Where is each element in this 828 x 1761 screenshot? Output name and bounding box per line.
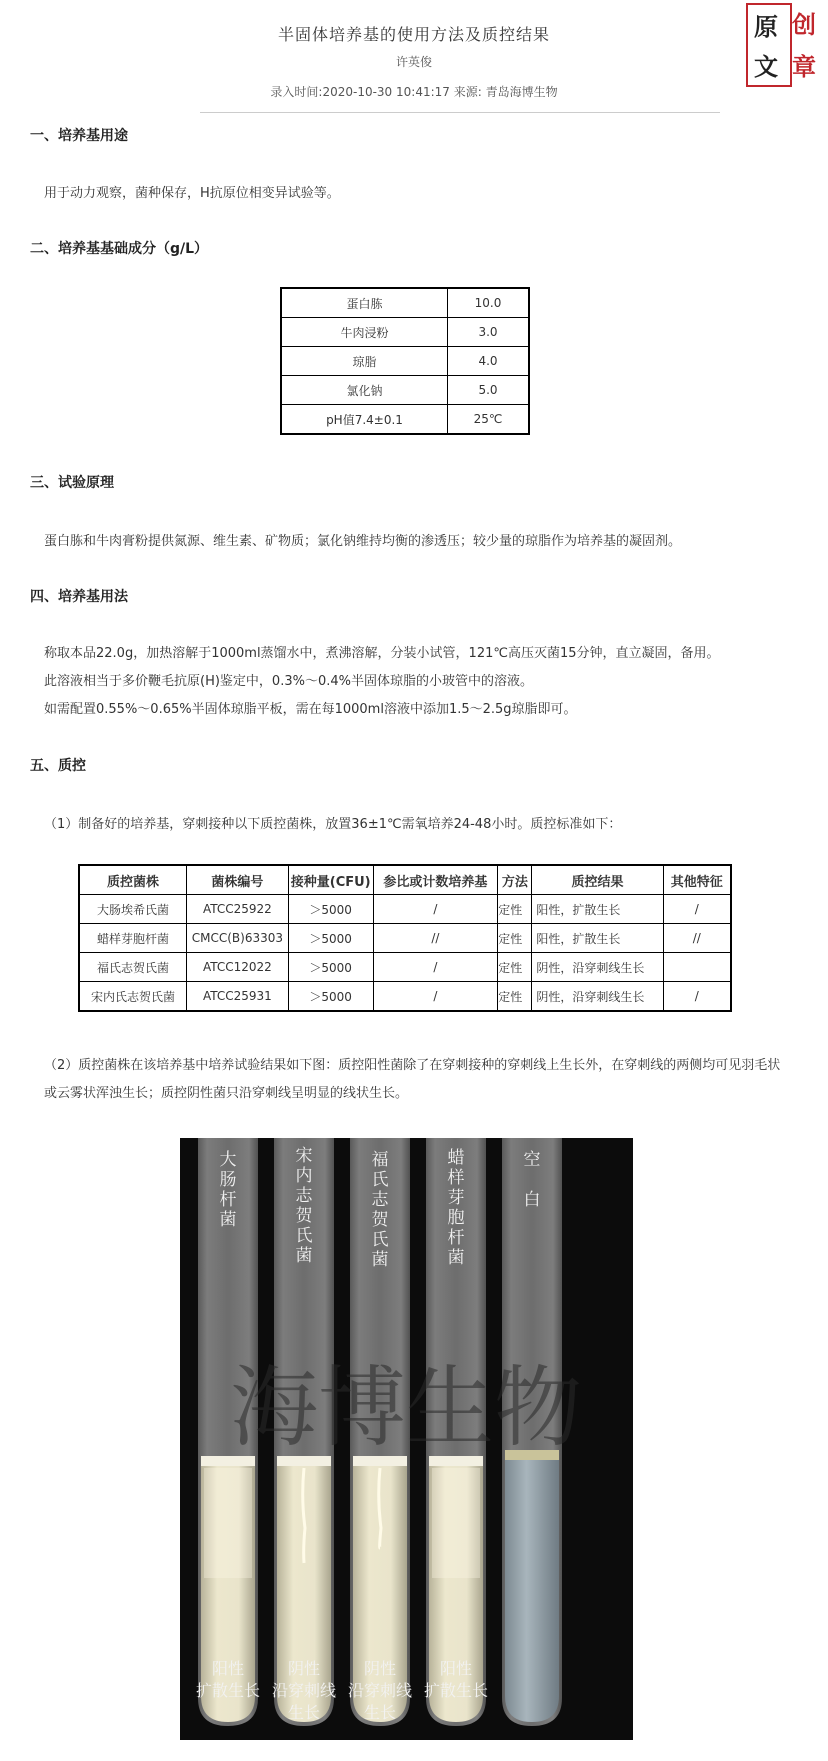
result-label-line: 扩散生长 <box>423 1681 488 1700</box>
table-cell: 宋内氏志贺氏菌 <box>79 982 187 1012</box>
section-heading: 三、试验原理 <box>30 475 114 491</box>
stamp-char: 原 <box>754 12 778 41</box>
tube-label-char: 空 <box>523 1150 541 1170</box>
diffuse-growth <box>204 1468 252 1578</box>
table-row <box>79 895 731 924</box>
ingredient-name: 琼脂 <box>281 347 448 376</box>
column-header: 接种量(CFU) <box>288 865 373 895</box>
result-label-line: 沿穿刺线 <box>271 1681 336 1700</box>
table-cell: / <box>373 953 498 982</box>
result-label-line: 沿穿刺线 <box>347 1681 412 1700</box>
page-title: 半固体培养基的使用方法及质控结果 <box>277 25 550 44</box>
table-cell: ＞5000 <box>288 982 373 1012</box>
paragraph: 此溶液相当于多价鞭毛抗原(H)鉴定中，0.3%～0.4%半固体琼脂的小玻管中的溶液。 <box>44 674 533 689</box>
table-cell: / <box>373 982 498 1012</box>
paragraph: （1）制备好的培养基，穿刺接种以下质控菌株，放置36±1℃需氧培养24-48小时。质控标准如下： <box>44 817 622 832</box>
paragraph: 用于动力观察，菌种保存，H抗原位相变异试验等。 <box>44 186 340 201</box>
column-header: 其他特征 <box>663 865 731 895</box>
agar-medium <box>505 1454 559 1722</box>
table-cell: 阴性，沿穿刺线生长 <box>532 953 663 982</box>
section-heading: 四、培养基用法 <box>30 589 128 605</box>
table-cell: 定性 <box>498 982 532 1012</box>
original-article-stamp <box>746 3 822 87</box>
result-label <box>411 1658 501 1702</box>
ingredient-name: pH值7.4±0.1 <box>281 405 448 435</box>
result-label-line: 阴性 <box>287 1659 320 1678</box>
table-cell: ATCC25922 <box>187 895 289 924</box>
table-cell: 大肠埃希氏菌 <box>79 895 187 924</box>
section-heading: 一、培养基用途 <box>30 128 128 144</box>
table-cell: / <box>663 895 731 924</box>
tube-label <box>522 1150 542 1210</box>
table-row <box>79 982 731 1012</box>
table-row <box>281 405 529 435</box>
stamp-char: 文 <box>754 52 778 81</box>
result-label-line: 阳性 <box>211 1659 244 1678</box>
table-cell: 蜡样芽胞杆菌 <box>79 924 187 953</box>
tube-graphic <box>180 1138 633 1740</box>
ingredient-amount: 5.0 <box>448 376 530 405</box>
table-cell <box>663 953 731 982</box>
table-cell: // <box>663 924 731 953</box>
author: 许英俊 <box>395 55 432 69</box>
column-header: 方法 <box>498 865 532 895</box>
divider <box>200 112 720 113</box>
result-label-line: 生长 <box>363 1703 396 1722</box>
table-cell: ＞5000 <box>288 953 373 982</box>
table-cell: ＞5000 <box>288 924 373 953</box>
table-cell: 阳性，扩散生长 <box>532 895 663 924</box>
column-header: 质控菌株 <box>79 865 187 895</box>
result-label-line: 生长 <box>287 1703 320 1722</box>
test-tube-photo <box>180 1138 633 1740</box>
result-label-line: 阴性 <box>363 1659 396 1678</box>
section-heading: 五、质控 <box>30 758 86 774</box>
tube-label: 福氏志贺氏菌 <box>371 1150 389 1270</box>
column-header: 参比或计数培养基 <box>373 865 498 895</box>
tube-label-char: 白 <box>523 1190 541 1210</box>
table-cell: // <box>373 924 498 953</box>
result-label-line: 阳性 <box>439 1659 472 1678</box>
table-cell: / <box>373 895 498 924</box>
section-heading: 二、培养基基础成分（g/L） <box>30 241 209 257</box>
ingredient-name: 牛肉浸粉 <box>281 318 448 347</box>
ingredient-amount: 25℃ <box>448 405 530 435</box>
ingredient-amount: 4.0 <box>448 347 530 376</box>
table-row <box>281 376 529 405</box>
table-cell: ATCC12022 <box>187 953 289 982</box>
paragraph: 如需配置0.55%～0.65%半固体琼脂平板，需在每1000ml溶液中添加1.5～2.5g琼脂即可。 <box>44 702 577 717</box>
paragraph: 蛋白胨和牛肉膏粉提供氮源、维生素、矿物质；氯化钠维持均衡的渗透压；较少量的琼脂作为培养基的凝固剂。 <box>44 534 682 549</box>
table-cell: 定性 <box>498 895 532 924</box>
article-meta: 录入时间:2020-10-30 10:41:17 来源: 青岛海博生物 <box>270 85 558 99</box>
tube-label: 大肠杆菌 <box>219 1150 237 1230</box>
stamp-char: 章 <box>792 52 816 81</box>
paragraph: 称取本品22.0g，加热溶解于1000ml蒸馏水中，煮沸溶解，分装小试管，121℃高压灭菌15分钟，直立凝固，备用。 <box>44 646 720 661</box>
ingredient-name: 蛋白胨 <box>281 288 448 318</box>
table-row <box>79 953 731 982</box>
table-cell: 福氏志贺氏菌 <box>79 953 187 982</box>
table-cell: / <box>663 982 731 1012</box>
watermark: 海博生物 <box>229 1356 583 1459</box>
table-cell: 阴性，沿穿刺线生长 <box>532 982 663 1012</box>
table-row <box>79 924 731 953</box>
ingredient-name: 氯化钠 <box>281 376 448 405</box>
diffuse-growth <box>432 1468 480 1578</box>
table-cell: ATCC25931 <box>187 982 289 1012</box>
table-cell: 阳性，扩散生长 <box>532 924 663 953</box>
column-header: 质控结果 <box>532 865 663 895</box>
stamp-char: 创 <box>792 10 816 39</box>
qc-table <box>78 864 732 1012</box>
table-cell: 定性 <box>498 924 532 953</box>
table-row <box>281 288 529 318</box>
tube-label: 宋内志贺氏菌 <box>295 1146 313 1266</box>
result-label-line: 扩散生长 <box>195 1681 260 1700</box>
table-row <box>281 347 529 376</box>
table-cell: 定性 <box>498 953 532 982</box>
table-cell: ＞5000 <box>288 895 373 924</box>
ingredient-amount: 10.0 <box>448 288 530 318</box>
table-cell: CMCC(B)63303 <box>187 924 289 953</box>
table-row <box>281 318 529 347</box>
column-header: 菌株编号 <box>187 865 289 895</box>
ingredient-amount: 3.0 <box>448 318 530 347</box>
tube-label: 蜡样芽胞杆菌 <box>447 1148 465 1268</box>
paragraph: （2）质控菌株在该培养基中培养试验结果如下图：质控阳性菌除了在穿刺接种的穿刺线上生长外，在穿刺线的两侧均可见羽毛状或云雾状浑浊生长；质控阴性菌只沿穿刺线呈明显的线状生长。 <box>44 1058 781 1101</box>
composition-table <box>280 287 530 435</box>
